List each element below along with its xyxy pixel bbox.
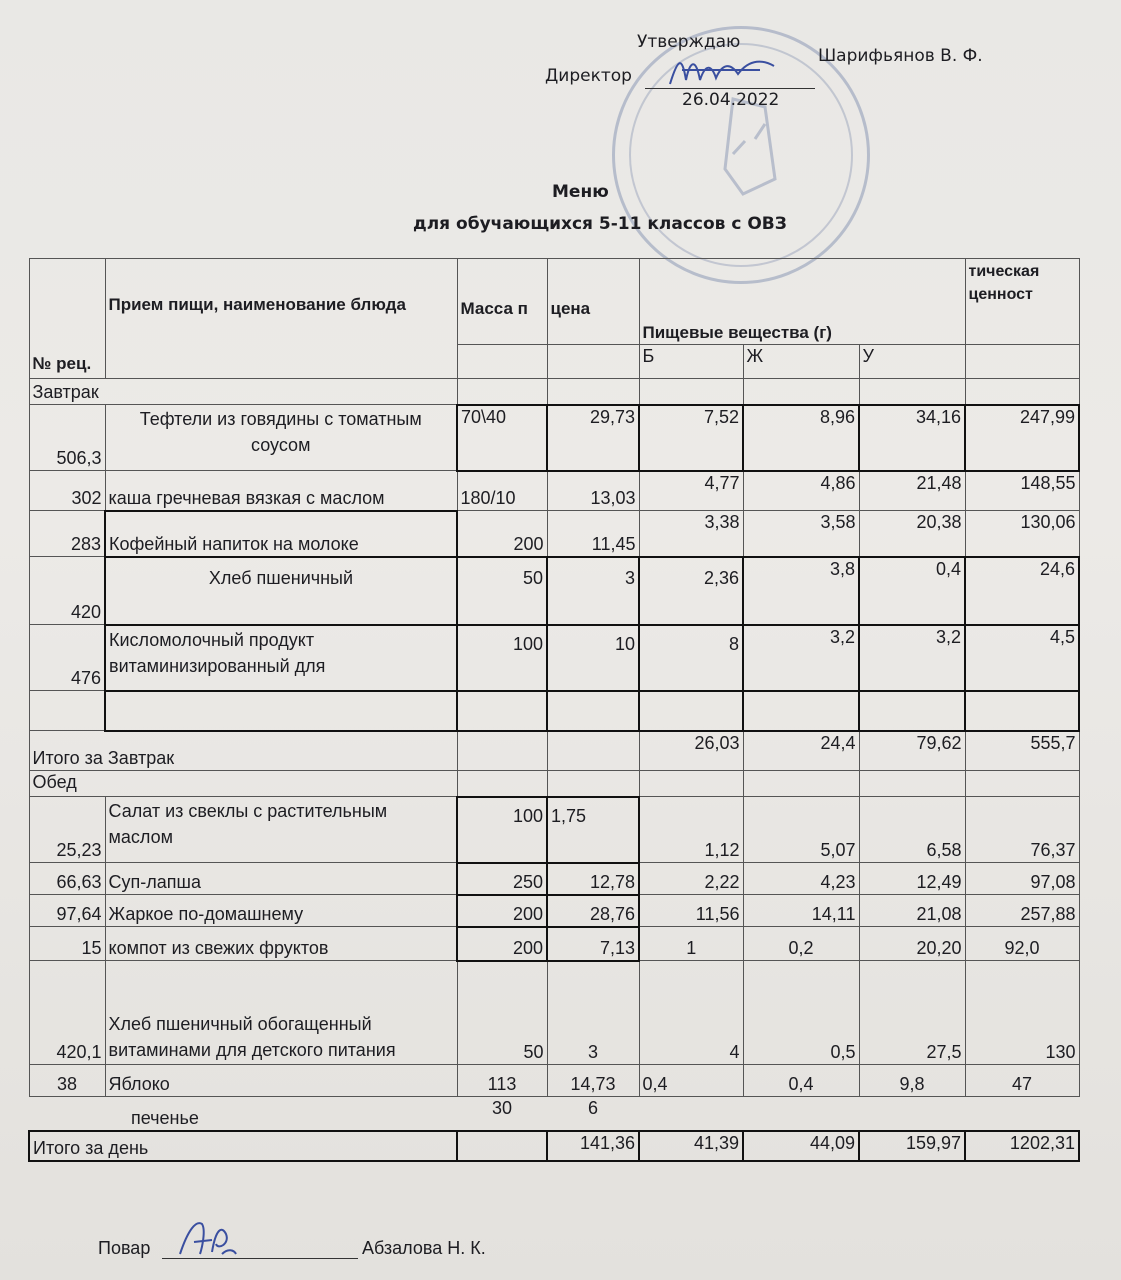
price-value: 3 <box>547 961 639 1065</box>
rec-number: 25,23 <box>29 797 105 863</box>
carbs-value: 12,49 <box>859 863 965 895</box>
total-carbs: 79,62 <box>859 731 965 771</box>
mass-value: 100 <box>457 625 547 691</box>
mass-value: 200 <box>457 927 547 961</box>
empty-row <box>29 691 1079 731</box>
protein-value: 3,38 <box>639 511 743 557</box>
day-total-protein: 41,39 <box>639 1131 743 1161</box>
mass-value: 200 <box>457 895 547 927</box>
approve-label: Утверждаю <box>637 32 741 52</box>
price-value: 28,76 <box>547 895 639 927</box>
cook-label: Повар <box>98 1238 151 1258</box>
energy-value: 24,6 <box>965 557 1079 625</box>
dish-name: компот из свежих фруктов <box>105 927 457 961</box>
carbs-value: 9,8 <box>859 1065 965 1097</box>
price-value: 10 <box>547 625 639 691</box>
fat-value: 14,11 <box>743 895 859 927</box>
header-row <box>29 259 1079 345</box>
section-breakfast: Завтрак <box>29 379 457 405</box>
energy-value: 4,5 <box>965 625 1079 691</box>
mass-value: 50 <box>457 557 547 625</box>
dish-name: Кисломолочный продукт витаминизированный для <box>105 625 457 691</box>
dish-name: Яблоко <box>105 1065 457 1097</box>
mass-value: 70\40 <box>457 405 547 471</box>
protein-value: 0,4 <box>639 1065 743 1097</box>
director-name: Шарифьянов В. Ф. <box>818 46 983 66</box>
table-row <box>29 1065 1079 1097</box>
mass-value: 30 <box>491 1098 513 1118</box>
day-total-label: Итого за день <box>29 1131 457 1161</box>
fat-value: 8,96 <box>743 405 859 471</box>
director-label: Директор <box>545 66 632 86</box>
rec-number: 420,1 <box>29 961 105 1065</box>
section-lunch: Обед <box>29 771 457 797</box>
dish-name: печенье <box>131 1107 199 1128</box>
fat-value: 4,86 <box>743 471 859 511</box>
mass-value: 250 <box>457 863 547 895</box>
price-value: 6 <box>587 1098 598 1118</box>
energy-value: 92,0 <box>965 927 1079 961</box>
dish-name: Жаркое по-домашнему <box>105 895 457 927</box>
table-row <box>29 471 1079 511</box>
protein-value: 11,56 <box>639 895 743 927</box>
mass-value: 100 <box>457 797 547 863</box>
table-row <box>29 557 1079 625</box>
header-mass-empty <box>457 345 547 379</box>
price-value: 3 <box>547 557 639 625</box>
price-value: 13,03 <box>547 471 639 511</box>
day-total-price: 141,36 <box>547 1131 639 1161</box>
header-energy: тическая ценност <box>965 259 1079 345</box>
rec-number: 302 <box>29 471 105 511</box>
day-total-carbs: 159,97 <box>859 1131 965 1161</box>
total-protein: 26,03 <box>639 731 743 771</box>
day-total-row <box>29 1131 1079 1161</box>
director-signature <box>660 48 780 92</box>
fat-value: 0,5 <box>743 961 859 1065</box>
header-nutrients: Пищевые вещества (г) <box>639 259 965 345</box>
protein-value: 1,12 <box>639 797 743 863</box>
protein-value: 4,77 <box>639 471 743 511</box>
fat-value: 3,8 <box>743 557 859 625</box>
carbs-value: 34,16 <box>859 405 965 471</box>
menu-title: Меню <box>552 182 609 202</box>
energy-value: 257,88 <box>965 895 1079 927</box>
table-row <box>29 927 1079 961</box>
rec-number: 15 <box>29 927 105 961</box>
header-dish: Прием пищи, наименование блюда <box>105 259 457 379</box>
header-price: цена <box>547 259 639 345</box>
dish-name: Суп-лапша <box>105 863 457 895</box>
section-breakfast-row <box>29 379 1079 405</box>
dish-name: Хлеб пшеничный <box>105 557 457 625</box>
mass-value: 50 <box>457 961 547 1065</box>
header-protein: Б <box>639 345 743 379</box>
fat-value: 0,2 <box>743 927 859 961</box>
table-row <box>29 1097 1079 1131</box>
rec-number: 420 <box>29 557 105 625</box>
energy-value: 130 <box>965 961 1079 1065</box>
dish-name: Салат из свеклы с растительным маслом <box>105 797 457 863</box>
rec-number: 97,64 <box>29 895 105 927</box>
table-row <box>29 625 1079 691</box>
carbs-value: 21,08 <box>859 895 965 927</box>
day-total-energy: 1202,31 <box>965 1131 1079 1161</box>
table-row <box>29 961 1079 1065</box>
cook-signature <box>172 1214 242 1262</box>
carbs-value: 0,4 <box>859 557 965 625</box>
menu-subtitle: для обучающихся 5-11 классов с ОВЗ <box>413 214 787 234</box>
protein-value: 4 <box>639 961 743 1065</box>
day-total-fat: 44,09 <box>743 1131 859 1161</box>
total-energy: 555,7 <box>965 731 1079 771</box>
carbs-value: 20,38 <box>859 511 965 557</box>
total-fat: 24,4 <box>743 731 859 771</box>
approval-date: 26.04.2022 <box>682 90 780 110</box>
energy-value: 130,06 <box>965 511 1079 557</box>
price-value: 29,73 <box>547 405 639 471</box>
dish-name: каша гречневая вязкая с маслом <box>105 471 457 511</box>
protein-value: 8 <box>639 625 743 691</box>
fat-value: 4,23 <box>743 863 859 895</box>
protein-value: 1 <box>639 927 743 961</box>
header-rec-number: № рец. <box>29 259 105 379</box>
rec-number: 506,3 <box>29 405 105 471</box>
dish-name: Тефтели из говядины с томатным соусом <box>105 405 457 471</box>
fat-value: 0,4 <box>743 1065 859 1097</box>
section-lunch-row <box>29 771 1079 797</box>
cook-name: Абзалова Н. К. <box>362 1238 486 1258</box>
energy-value: 76,37 <box>965 797 1079 863</box>
price-value: 12,78 <box>547 863 639 895</box>
protein-value: 7,52 <box>639 405 743 471</box>
dish-name: Кофейный напиток на молоке <box>105 511 457 557</box>
table-row <box>29 863 1079 895</box>
protein-value: 2,36 <box>639 557 743 625</box>
mass-value: 180/10 <box>457 471 547 511</box>
dish-name: Хлеб пшеничный обогащенный витаминами для детского питания <box>105 961 457 1065</box>
carbs-value: 3,2 <box>859 625 965 691</box>
breakfast-total-label: Итого за Завтрак <box>29 731 457 771</box>
energy-value: 97,08 <box>965 863 1079 895</box>
price-value: 7,13 <box>547 927 639 961</box>
header-carbs: У <box>859 345 965 379</box>
table-row <box>29 511 1079 557</box>
carbs-value: 20,20 <box>859 927 965 961</box>
menu-table <box>28 258 1080 1162</box>
header-energy-empty <box>965 345 1079 379</box>
price-value: 14,73 <box>547 1065 639 1097</box>
protein-value: 2,22 <box>639 863 743 895</box>
fat-value: 5,07 <box>743 797 859 863</box>
price-value: 1,75 <box>547 797 639 863</box>
rec-number: 38 <box>29 1065 105 1097</box>
price-value: 11,45 <box>547 511 639 557</box>
energy-value: 47 <box>965 1065 1079 1097</box>
breakfast-total-row <box>29 731 1079 771</box>
mass-value: 200 <box>457 511 547 557</box>
fat-value: 3,58 <box>743 511 859 557</box>
header-fat: Ж <box>743 345 859 379</box>
rec-number: 283 <box>29 511 105 557</box>
rec-number: 476 <box>29 625 105 691</box>
fat-value: 3,2 <box>743 625 859 691</box>
energy-value: 247,99 <box>965 405 1079 471</box>
table-row <box>29 895 1079 927</box>
rec-number: 66,63 <box>29 863 105 895</box>
carbs-value: 21,48 <box>859 471 965 511</box>
mass-value: 113 <box>457 1065 547 1097</box>
energy-value: 148,55 <box>965 471 1079 511</box>
table-row <box>29 797 1079 863</box>
carbs-value: 27,5 <box>859 961 965 1065</box>
carbs-value: 6,58 <box>859 797 965 863</box>
header-mass: Масса п <box>457 259 547 345</box>
table-row <box>29 405 1079 471</box>
header-price-empty <box>547 345 639 379</box>
